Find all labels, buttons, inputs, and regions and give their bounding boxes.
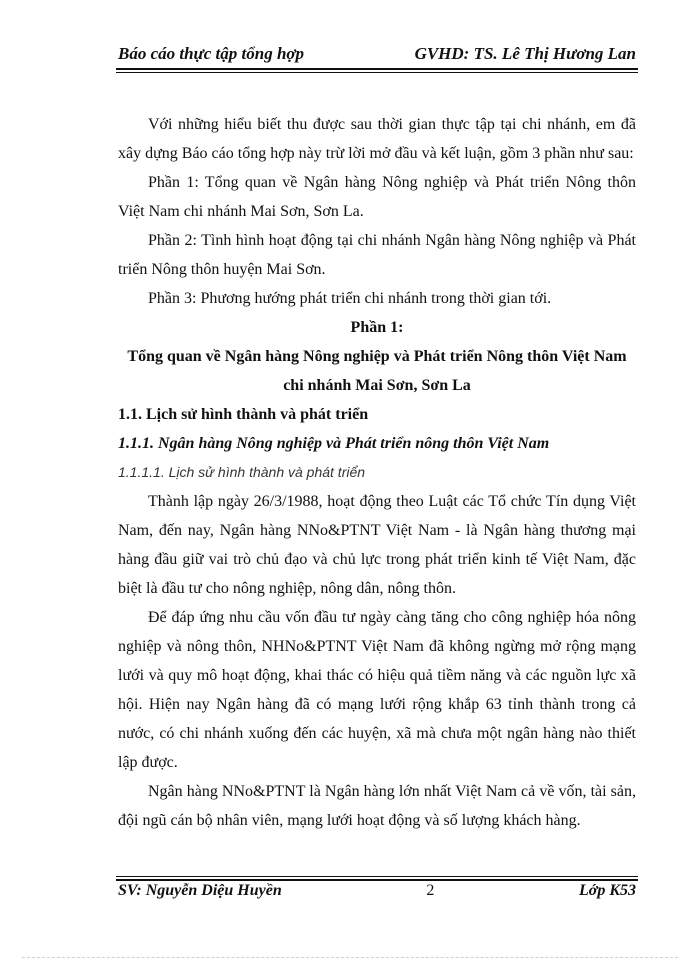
- body-paragraph-1: Thành lập ngày 26/3/1988, hoạt động theo Luật các Tổ chức Tín dụng Việt Nam, đến nay, Ngân hàng NNo&PTNT Việt Nam - là Ngân hàng thương mại hàng đầu giữ vai trò chủ đạo và chủ lực trong phát triển kinh tế Việt Nam, đặc biệt là đầu tư cho nông nghiệp, nông dân, nông thôn.: [118, 493, 636, 597]
- body-paragraph-3: Ngân hàng NNo&PTNT là Ngân hàng lớn nhất Việt Nam cả về vốn, tài sản, đội ngũ cán bộ nhân viên, mạng lưới hoạt động và số lượng khách hàng.: [118, 783, 636, 829]
- section-heading-1-1-1: 1.1.1. Ngân hàng Nông nghiệp và Phát triển nông thôn Việt Nam: [118, 435, 550, 452]
- part-3-item: Phần 3: Phương hướng phát triển chi nhánh trong thời gian tới.: [148, 290, 552, 307]
- body-paragraph-2: Để đáp ứng nhu cầu vốn đầu tư ngày càng tăng cho công nghiệp hóa nông nghiệp và nông thôn, NHNo&PTNT Việt Nam đã không ngừng mở rộng mạng lưới và quy mô hoạt động, khai thác có hiệu quả tiềm năng và các nguồn lực xã hội. Hiện nay Ngân hàng đã có mạng lưới rộng khắp 63 tỉnh thành trong cả nước, có chi nhánh xuống đến các huyện, xã mà chưa một ngân hàng nào thiết lập được.: [118, 609, 636, 771]
- part-1-item: Phần 1: Tổng quan về Ngân hàng Nông nghiệp và Phát triển Nông thôn Việt Nam chi nhánh Mai Sơn, Sơn La.: [118, 174, 636, 220]
- footer-rule-thin: [116, 876, 638, 877]
- chapter-label: Phần 1:: [350, 319, 404, 336]
- page-number: 2: [426, 882, 435, 899]
- page-bottom-edge: [22, 957, 678, 958]
- chapter-title-line-2: chi nhánh Mai Sơn, Sơn La: [283, 377, 471, 394]
- footer-student-name: SV: Nguyễn Diệu Huyền: [118, 882, 282, 899]
- header-supervisor: GVHD: TS. Lê Thị Hương Lan: [414, 44, 636, 63]
- part-2-item: Phần 2: Tình hình hoạt động tại chi nhánh Ngân hàng Nông nghiệp và Phát triển Nông thôn huyện Mai Sơn.: [118, 232, 636, 278]
- page-header: [118, 36, 636, 64]
- section-heading-1-1-1-1: 1.1.1.1. Lịch sử hình thành và phát triển: [118, 464, 366, 480]
- page-body: [118, 110, 636, 835]
- section-heading-1-1: 1.1. Lịch sử hình thành và phát triển: [118, 406, 369, 423]
- header-report-title: Báo cáo thực tập tổng hợp: [118, 44, 305, 63]
- footer-class: Lớp K53: [578, 882, 636, 899]
- intro-paragraph: Với những hiểu biết thu được sau thời gian thực tập tại chi nhánh, em đã xây dựng Báo cáo tổng hợp này trừ lời mở đầu và kết luận, gồm 3 phần như sau:: [118, 116, 636, 162]
- header-rule: [116, 68, 638, 70]
- page-footer: [118, 882, 636, 900]
- footer-rule: [116, 879, 638, 881]
- chapter-title-line-1: Tổng quan về Ngân hàng Nông nghiệp và Phát triển Nông thôn Việt Nam: [127, 348, 627, 365]
- header-rule-thin: [116, 72, 638, 73]
